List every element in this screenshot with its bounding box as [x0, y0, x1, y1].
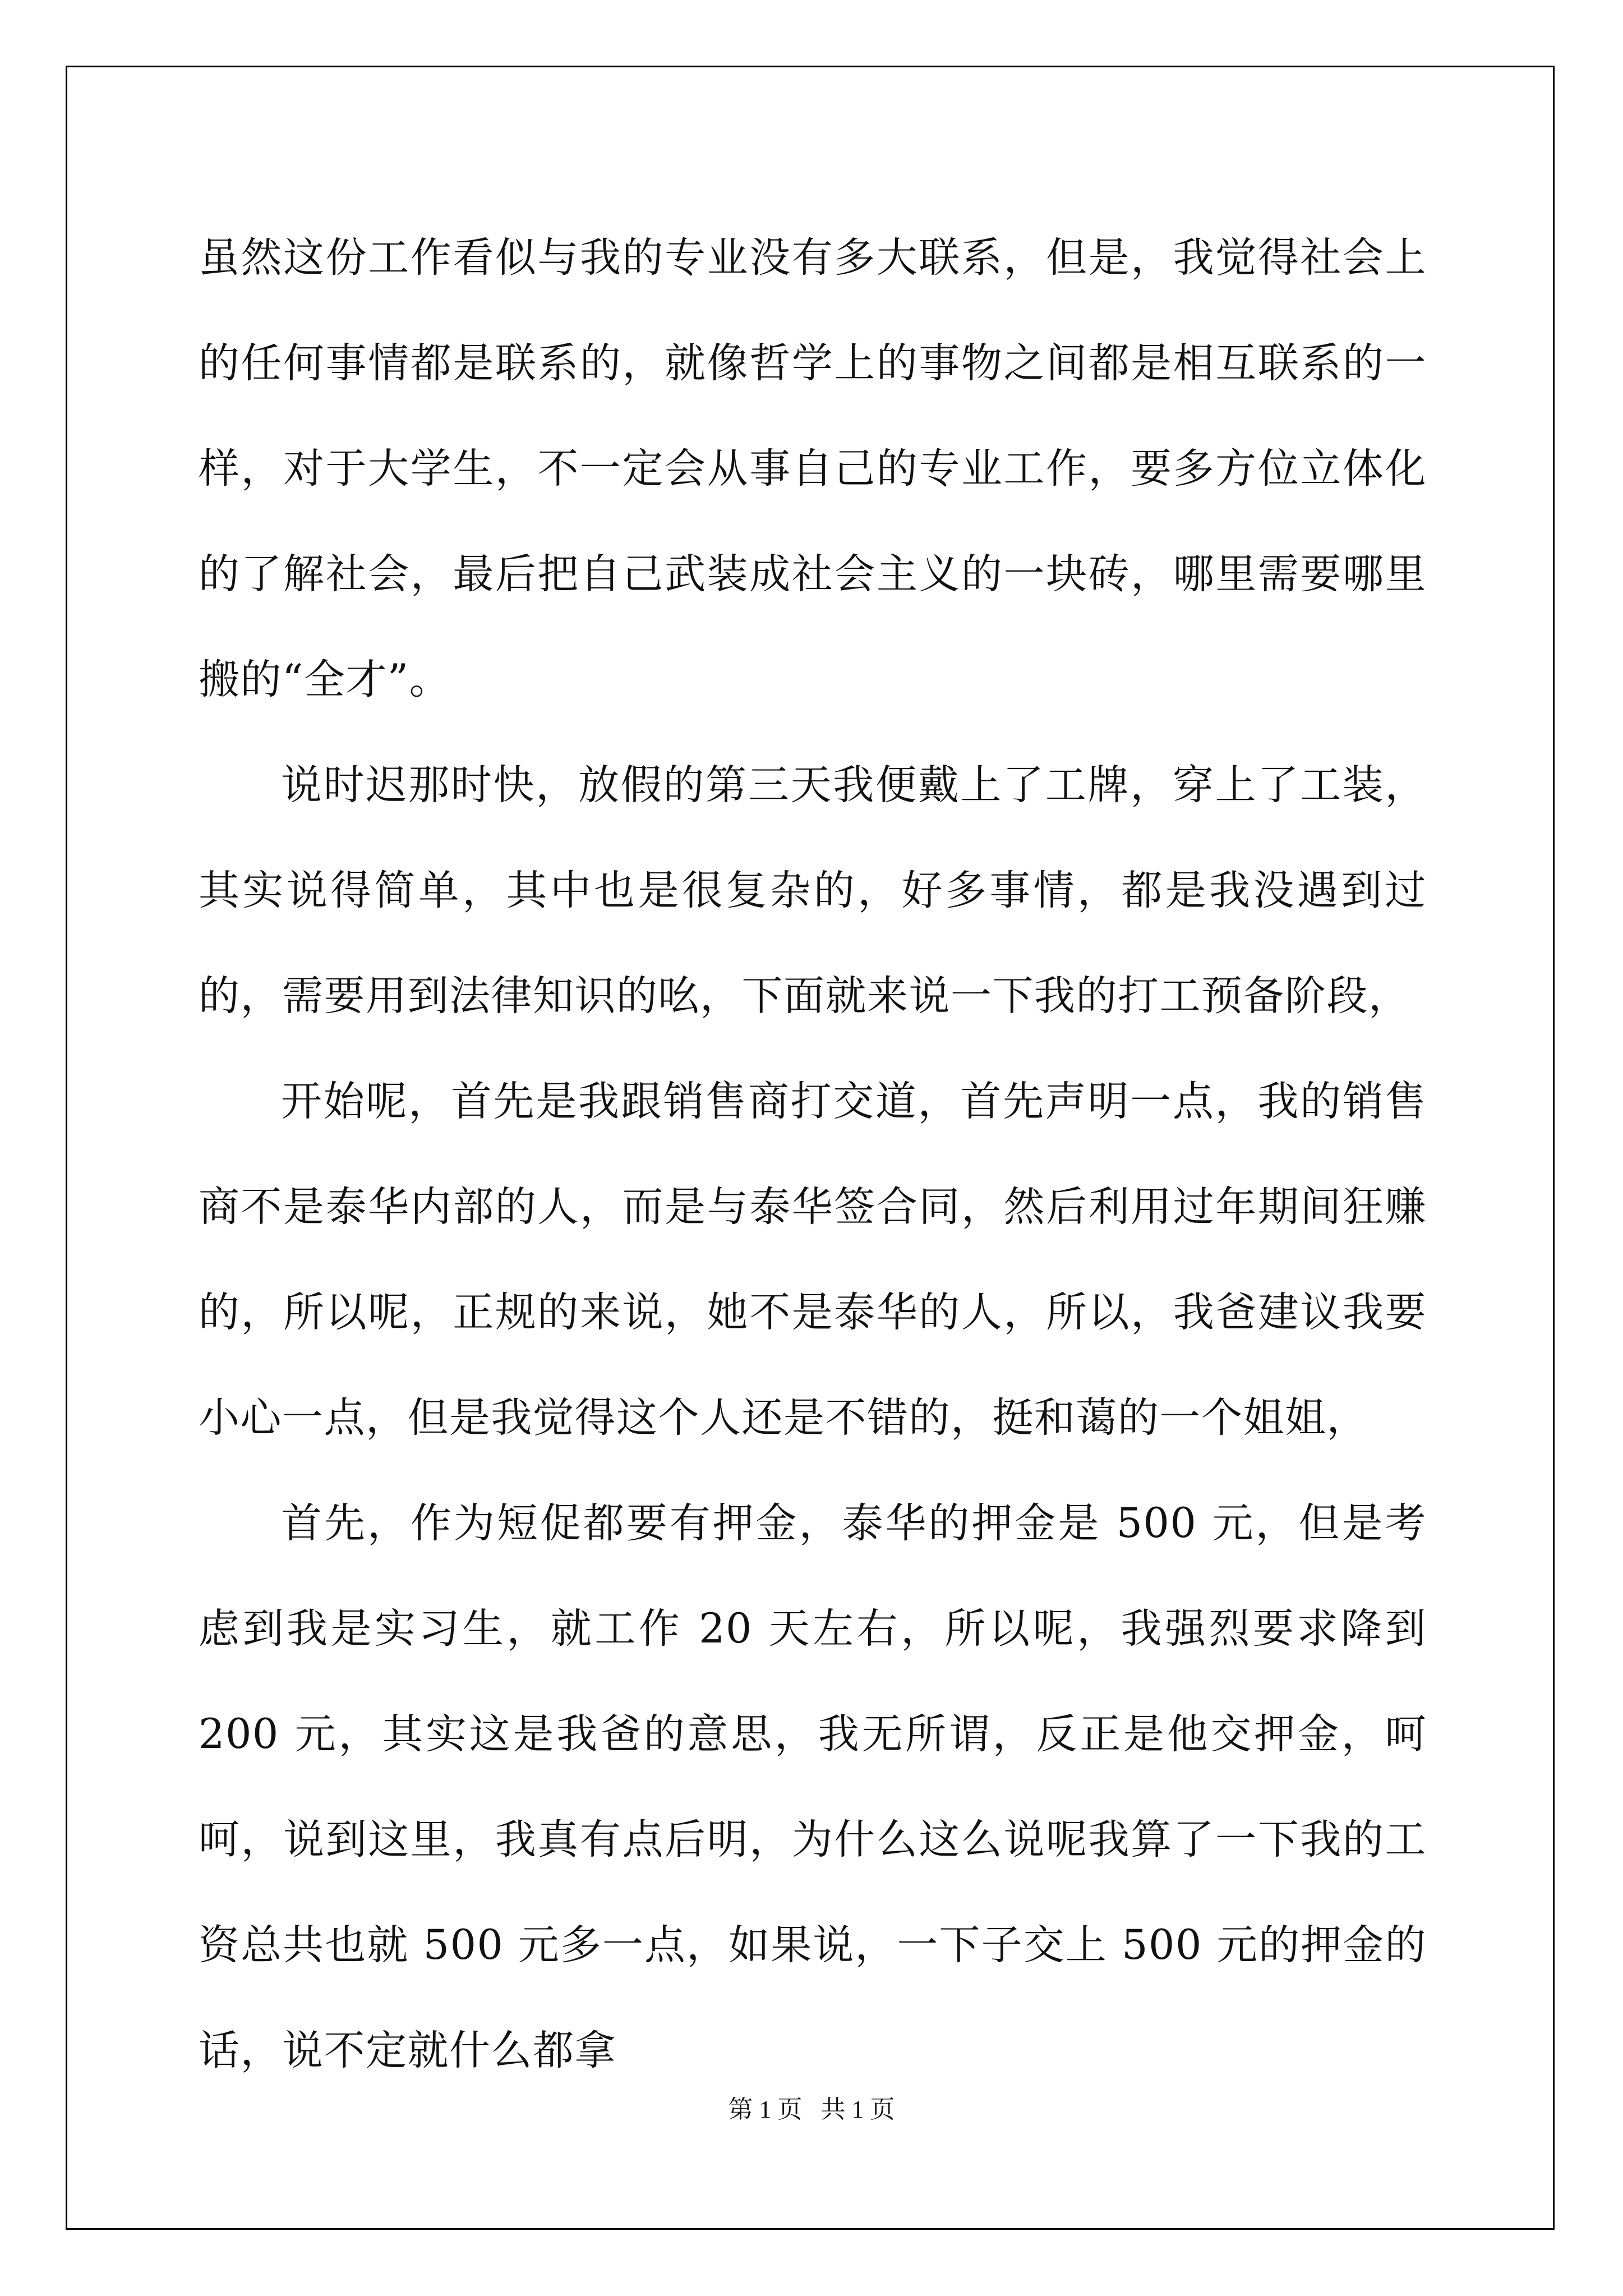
page-number: 第 1 页 [728, 2096, 803, 2123]
paragraph-4: 首先，作为短促都要有押金，泰华的押金是 500 元，但是考虑到我是实习生，就工作 20 天左右，所以呢，我强烈要求降到 200 元，其实这是我爸的意思，我无所谓，反正是他交押金，呵呵，说到这里，我真有点后明，为什么这么说呢我算了一下我的工资总共也就 500 元多一点，如果说，一下子交上 500 元的押金的话，说不定就什么都拿 [199, 1499, 1427, 2074]
document-body [199, 205, 1427, 2104]
paragraph-3: 开始呢，首先是我跟销售商打交道，首先声明一点，我的销售商不是泰华内部的人，而是与泰华签合同，然后利用过年期间狂赚的，所以呢，正规的来说，她不是泰华的人，所以，我爸建议我要小心一点，但是我觉得这个人还是不错的，挺和蔼的一个姐姐， [199, 1078, 1427, 1442]
paragraph-1: 虽然这份工作看似与我的专业没有多大联系，但是，我觉得社会上的任何事情都是联系的，就像哲学上的事物之间都是相互联系的一样，对于大学生，不一定会从事自己的专业工作，要多方位立体化的了解社会，最后把自己武装成社会主义的一块砖，哪里需要哪里搬的“全才”。 [199, 234, 1427, 703]
paragraph-2: 说时迟那时快，放假的第三天我便戴上了工牌，穿上了工装，其实说得简单，其中也是很复杂的，好多事情，都是我没遇到过的，需要用到法律知识的吆，下面就来说一下我的打工预备阶段， [199, 761, 1427, 1020]
page-footer [0, 2089, 1623, 2125]
page-total: 共 1 页 [820, 2096, 895, 2123]
